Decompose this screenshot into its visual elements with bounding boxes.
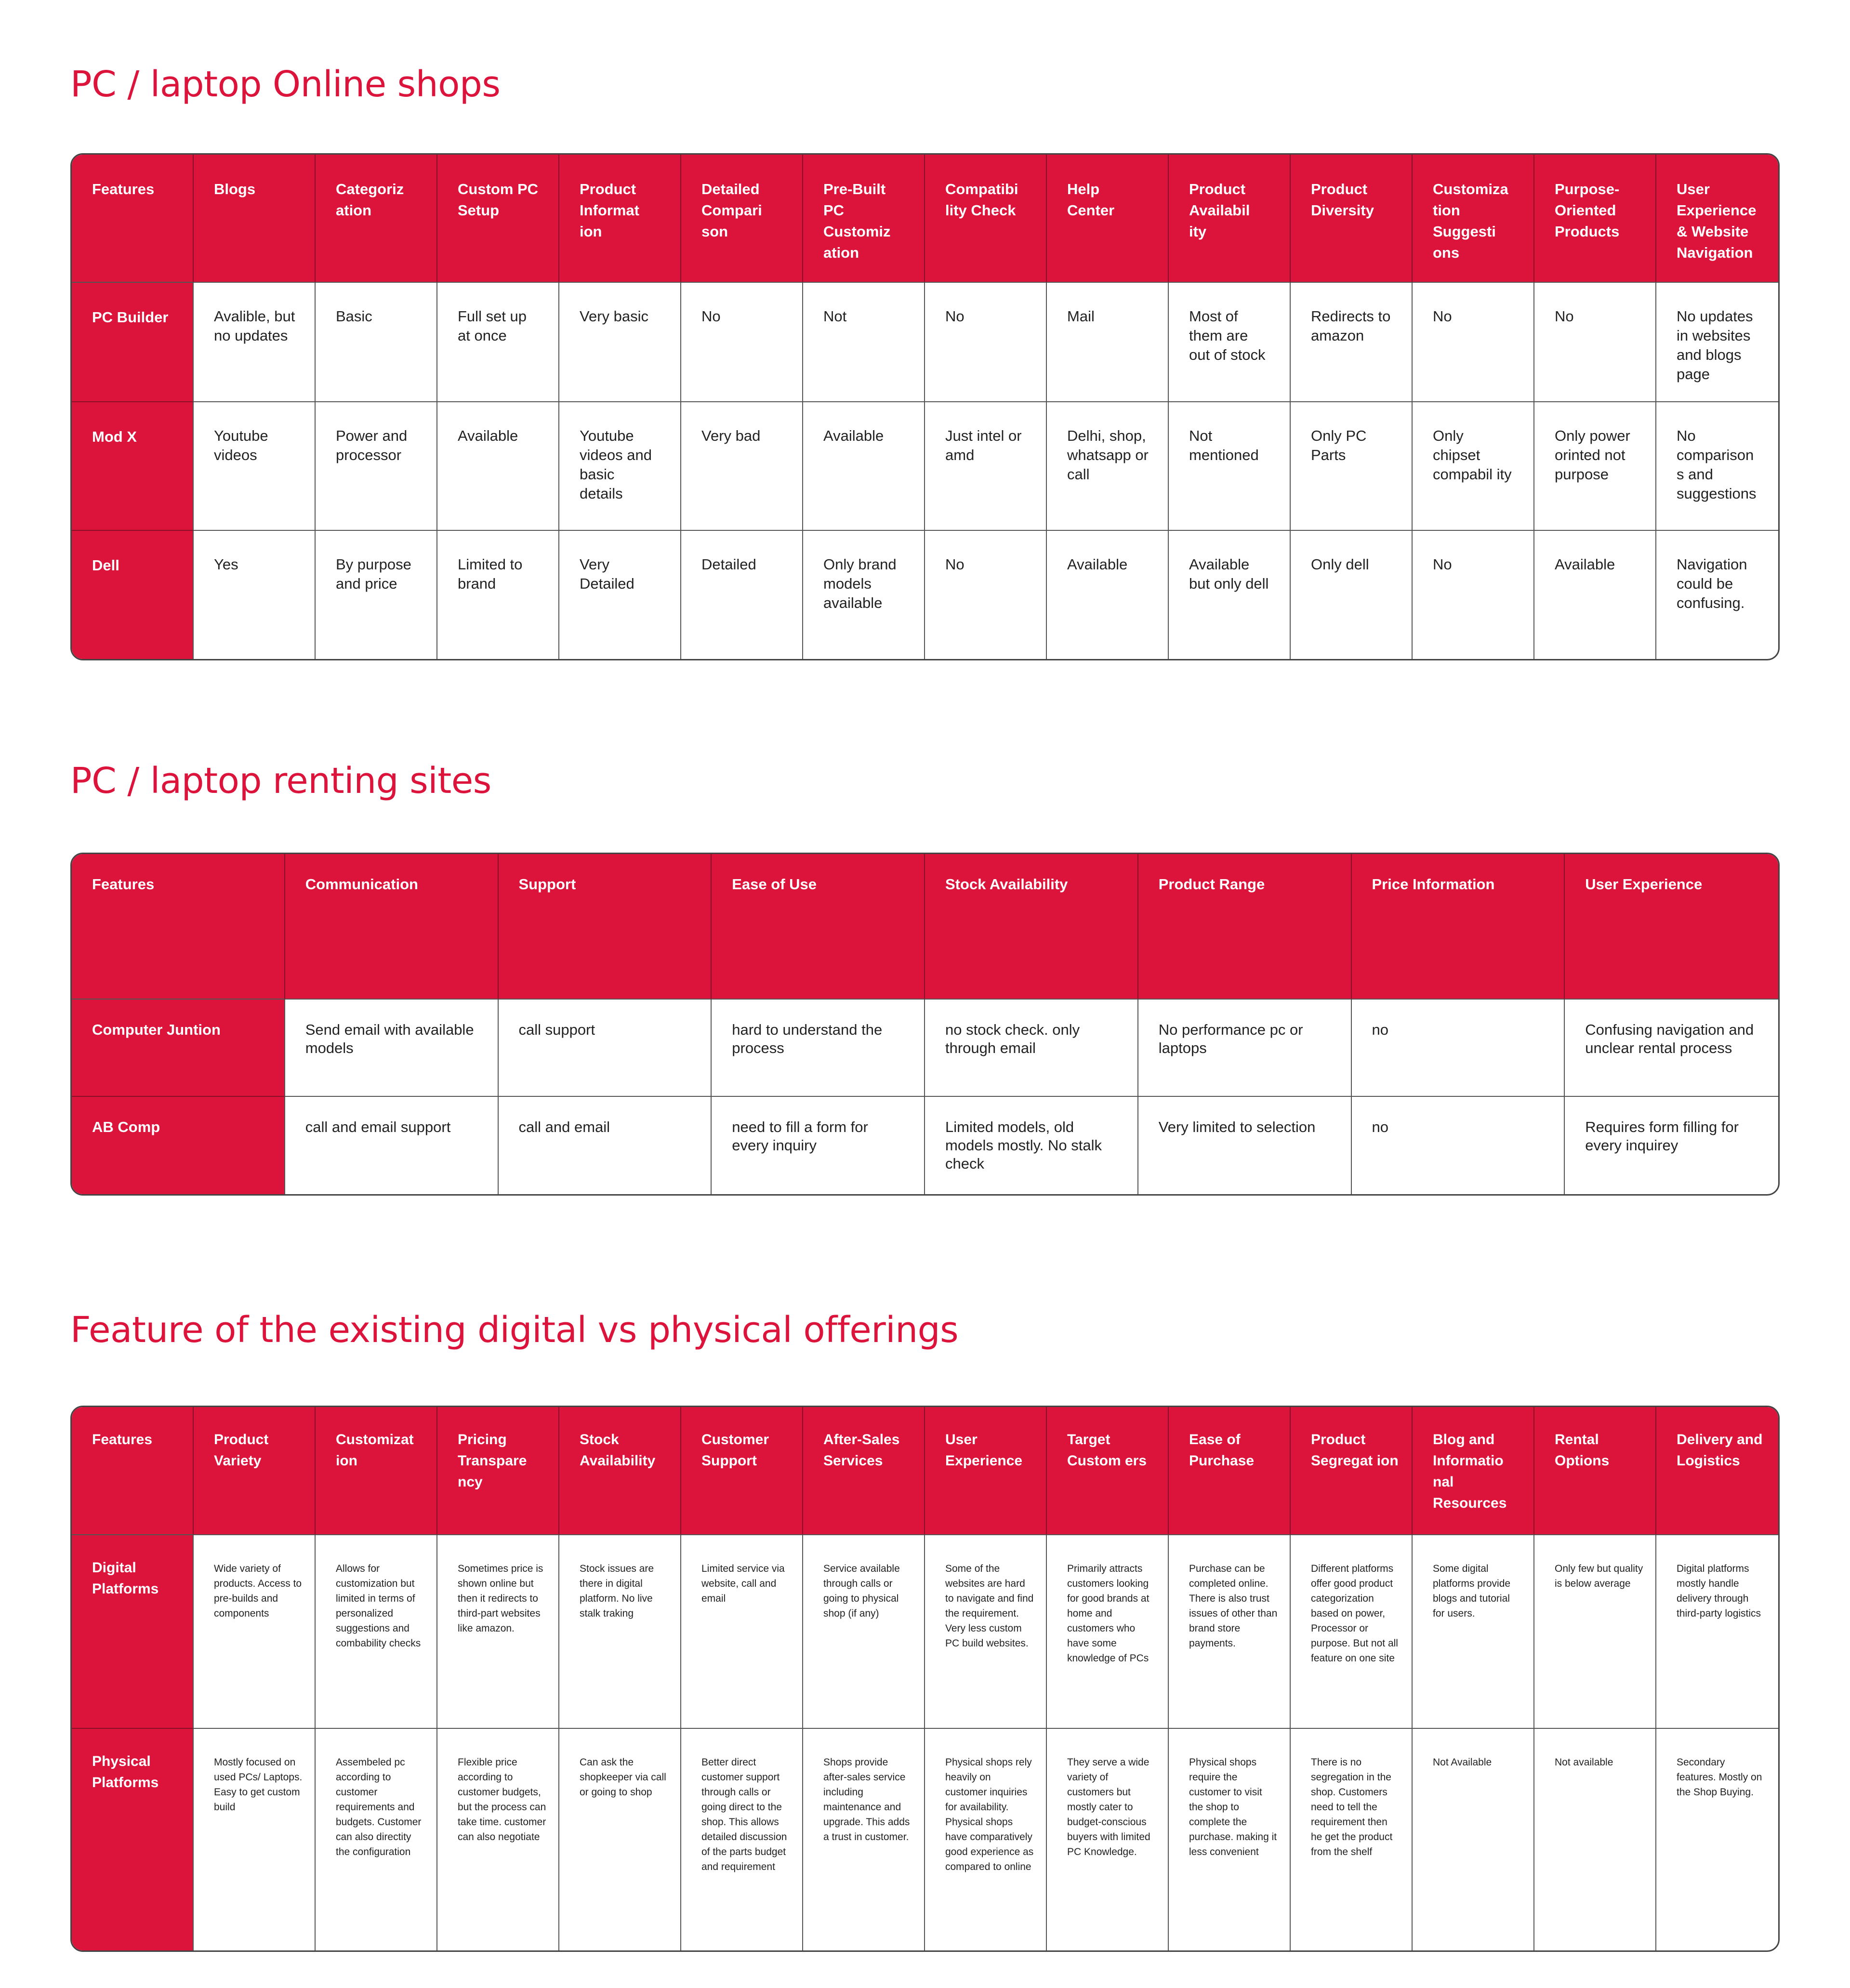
table-cell: Purchase can be completed online. There is also trust issues of other than brand store payments. bbox=[1169, 1535, 1291, 1729]
row-header-cell: Digital Platforms bbox=[72, 1535, 194, 1729]
table-cell: They serve a wide variety of customers but mostly cater to budget-conscious buyers with limited PC Knowledge. bbox=[1047, 1729, 1169, 1950]
table-cell: Some of the websites are hard to navigate and find the requirement. Very less custom PC build websites. bbox=[925, 1535, 1047, 1729]
table-cell: Only PC Parts bbox=[1291, 402, 1413, 531]
table-cell: No bbox=[925, 283, 1047, 402]
table-cell: Only chipset compabil ity bbox=[1413, 402, 1534, 531]
column-header-cell: After-Sales Services bbox=[803, 1407, 925, 1535]
table-cell: Some digital platforms provide blogs and tutorial for users. bbox=[1413, 1535, 1534, 1729]
row-header-cell: Computer Juntion bbox=[72, 1000, 285, 1097]
table-cell: No bbox=[1413, 283, 1534, 402]
section-title-renting-sites: PC / laptop renting sites bbox=[70, 760, 491, 802]
table-cell: need to fill a form for every inquiry bbox=[712, 1097, 925, 1194]
table-cell: No bbox=[1534, 283, 1656, 402]
table-cell: Not available bbox=[1534, 1729, 1656, 1950]
table-cell: Send email with available models bbox=[285, 1000, 499, 1097]
column-header-cell: Customiza tion Suggesti ons bbox=[1413, 155, 1534, 283]
digital-vs-physical-table bbox=[70, 1406, 1780, 1952]
table-cell: no bbox=[1352, 1097, 1565, 1194]
table-cell: Very limited to selection bbox=[1138, 1097, 1352, 1194]
table-cell: no bbox=[1352, 1000, 1565, 1097]
column-header-cell: Communication bbox=[285, 854, 499, 1000]
column-header-cell: Blogs bbox=[194, 155, 316, 283]
column-header-cell: Pricing Transpare ncy bbox=[437, 1407, 559, 1535]
row-header-cell: Physical Platforms bbox=[72, 1729, 194, 1950]
table-cell: Youtube videos and basic details bbox=[559, 402, 681, 531]
table-cell: Better direct customer support through calls or going direct to the shop. This allows detailed discussion of the parts budget and requirement bbox=[681, 1729, 803, 1950]
column-header-cell: Categoriz ation bbox=[316, 155, 437, 283]
table-cell: No performance pc or laptops bbox=[1138, 1000, 1352, 1097]
table-cell: call support bbox=[499, 1000, 712, 1097]
table-cell: Shops provide after-sales service including maintenance and upgrade. This adds a trust in customer. bbox=[803, 1729, 925, 1950]
table-cell: Available but only dell bbox=[1169, 531, 1291, 659]
table-cell: Not bbox=[803, 283, 925, 402]
online-shops-table bbox=[70, 153, 1780, 660]
column-header-cell: Compatibi lity Check bbox=[925, 155, 1047, 283]
table-cell: Only brand models available bbox=[803, 531, 925, 659]
column-header-cell: User Experience bbox=[1565, 854, 1778, 1000]
column-header-cell: Product Segregat ion bbox=[1291, 1407, 1413, 1535]
features-header-cell: Features bbox=[72, 155, 194, 283]
table-cell: Only few but quality is below average bbox=[1534, 1535, 1656, 1729]
table-cell: Flexible price according to customer budgets, but the process can take time. customer can also negotiate bbox=[437, 1729, 559, 1950]
table-cell: Detailed bbox=[681, 531, 803, 659]
features-header-cell: Features bbox=[72, 854, 285, 1000]
table-cell: Wide variety of products. Access to pre-builds and components bbox=[194, 1535, 316, 1729]
table-cell: Only dell bbox=[1291, 531, 1413, 659]
column-header-cell: Blog and Informatio nal Resources bbox=[1413, 1407, 1534, 1535]
table-cell: Mail bbox=[1047, 283, 1169, 402]
table-cell: Stock issues are there in digital platform. No live stalk traking bbox=[559, 1535, 681, 1729]
row-header-cell: PC Builder bbox=[72, 283, 194, 402]
column-header-cell: Ease of Use bbox=[712, 854, 925, 1000]
table-cell: Most of them are out of stock bbox=[1169, 283, 1291, 402]
column-header-cell: Product Range bbox=[1138, 854, 1352, 1000]
table-cell: Youtube videos bbox=[194, 402, 316, 531]
table-cell: Very Detailed bbox=[559, 531, 681, 659]
table-cell: no stock check. only through email bbox=[925, 1000, 1138, 1097]
row-header-cell: Mod X bbox=[72, 402, 194, 531]
column-header-cell: Pre-Built PC Customiz ation bbox=[803, 155, 925, 283]
column-header-cell: Ease of Purchase bbox=[1169, 1407, 1291, 1535]
table-cell: No updates in websites and blogs page bbox=[1656, 283, 1778, 402]
table-cell: Available bbox=[1534, 531, 1656, 659]
table-cell: Only power orinted not purpose bbox=[1534, 402, 1656, 531]
features-header-cell: Features bbox=[72, 1407, 194, 1535]
table-cell: No bbox=[681, 283, 803, 402]
table-cell: Different platforms offer good product categorization based on power, Processor or purpose. But not all feature on one site bbox=[1291, 1535, 1413, 1729]
table-cell: Just intel or amd bbox=[925, 402, 1047, 531]
table-cell: No comparisons and suggestions bbox=[1656, 402, 1778, 531]
table-cell: Physical shops rely heavily on customer inquiries for availability. Physical shops have comparatively good experience as compared to online bbox=[925, 1729, 1047, 1950]
table-cell: Limited models, old models mostly. No stalk check bbox=[925, 1097, 1138, 1194]
table-cell: Available bbox=[437, 402, 559, 531]
table-cell: Service available through calls or going to physical shop (if any) bbox=[803, 1535, 925, 1729]
renting-sites-table bbox=[70, 853, 1780, 1196]
column-header-cell: Stock Availability bbox=[559, 1407, 681, 1535]
column-header-cell: Product Diversity bbox=[1291, 155, 1413, 283]
column-header-cell: Product Informat ion bbox=[559, 155, 681, 283]
table-cell: Available bbox=[803, 402, 925, 531]
table-cell: call and email bbox=[499, 1097, 712, 1194]
table-cell: Yes bbox=[194, 531, 316, 659]
table-cell: Secondary features. Mostly on the Shop Buying. bbox=[1677, 1757, 1762, 1798]
table-cell: Delhi, shop, whatsapp or call bbox=[1047, 402, 1169, 531]
column-header-cell: Product Availabil ity bbox=[1169, 155, 1291, 283]
table-cell: Basic bbox=[316, 283, 437, 402]
table-cell: Mostly focused on used PCs/ Laptops. Easy to get custom build bbox=[194, 1729, 316, 1950]
table-cell: Not mentioned bbox=[1169, 402, 1291, 531]
table-cell: Primarily attracts customers looking for good brands at home and customers who have some knowledge of PCs bbox=[1047, 1535, 1169, 1729]
column-header-cell: Customer Support bbox=[681, 1407, 803, 1535]
table-cell: Confusing navigation and unclear rental process bbox=[1565, 1000, 1778, 1097]
table-cell: By purpose and price bbox=[316, 531, 437, 659]
table-cell: Physical shops require the customer to visit the shop to complete the purchase. making it less convenient bbox=[1169, 1729, 1291, 1950]
table-cell: Digital platforms mostly handle delivery through third-party logistics bbox=[1656, 1535, 1778, 1729]
table-cell: Available bbox=[1047, 531, 1169, 659]
table-cell: Power and processor bbox=[316, 402, 437, 531]
table-cell: Redirects to amazon bbox=[1291, 283, 1413, 402]
column-header-cell: Help Center bbox=[1047, 155, 1169, 283]
table-cell: Limited service via website, call and email bbox=[681, 1535, 803, 1729]
column-header-cell: Detailed Compari son bbox=[681, 155, 803, 283]
table-cell: Sometimes price is shown online but then it redirects to third-part websites like amazon. bbox=[437, 1535, 559, 1729]
column-header-cell: User Experience & Website Navigation bbox=[1656, 155, 1778, 283]
column-header-cell: Support bbox=[499, 854, 712, 1000]
table-cell: Assembeled pc according to customer requirements and budgets. Customer can also directity the configuration bbox=[316, 1729, 437, 1950]
row-header-cell: AB Comp bbox=[72, 1097, 285, 1194]
column-header-cell: Price Information bbox=[1352, 854, 1565, 1000]
table-cell: Allows for customization but limited in terms of personalized suggestions and combability checks bbox=[316, 1535, 437, 1729]
table-cell: Full set up at once bbox=[437, 283, 559, 402]
table-cell: Can ask the shopkeeper via call or going to shop bbox=[559, 1729, 681, 1950]
section-title-online-shops: PC / laptop Online shops bbox=[70, 64, 501, 105]
row-header-cell: Dell bbox=[72, 531, 194, 659]
table-cell: Avalible, but no updates bbox=[194, 283, 316, 402]
table-cell: Very bad bbox=[681, 402, 803, 531]
table-cell: There is no segregation in the shop. Customers need to tell the requirement then he get the product from the shelf bbox=[1291, 1729, 1413, 1950]
table-cell: No bbox=[925, 531, 1047, 659]
column-header-cell: Target Custom ers bbox=[1047, 1407, 1169, 1535]
table-cell: Requires form filling for every inquirey bbox=[1585, 1119, 1739, 1154]
table-cell: hard to understand the process bbox=[712, 1000, 925, 1097]
table-cell: No bbox=[1413, 531, 1534, 659]
column-header-cell: Customizat ion bbox=[316, 1407, 437, 1535]
table-cell: Limited to brand bbox=[437, 531, 559, 659]
table-cell: call and email support bbox=[285, 1097, 499, 1194]
table-cell: Not Available bbox=[1413, 1729, 1534, 1950]
column-header-cell: Purpose-Oriented Products bbox=[1534, 155, 1656, 283]
column-header-cell: Product Variety bbox=[194, 1407, 316, 1535]
column-header-cell: Delivery and Logistics bbox=[1656, 1407, 1778, 1535]
table-cell: Navigation could be confusing. bbox=[1677, 556, 1747, 611]
column-header-cell: Stock Availability bbox=[925, 854, 1138, 1000]
column-header-cell: Custom PC Setup bbox=[437, 155, 559, 283]
table-cell: Very basic bbox=[559, 283, 681, 402]
column-header-cell: Rental Options bbox=[1534, 1407, 1656, 1535]
section-title-digital-vs-physical: Feature of the existing digital vs physical offerings bbox=[70, 1309, 959, 1351]
column-header-cell: User Experience bbox=[925, 1407, 1047, 1535]
